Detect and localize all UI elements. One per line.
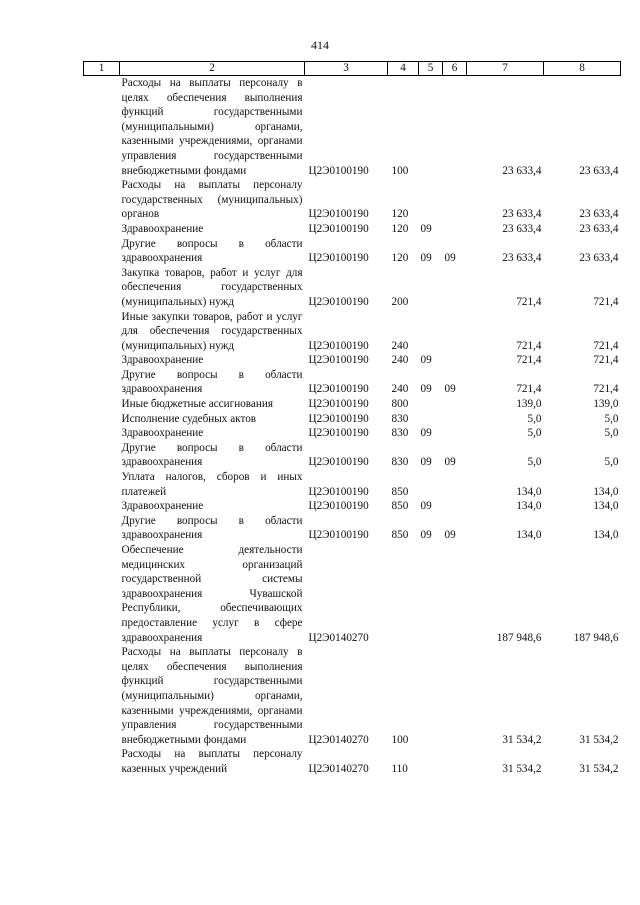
subsection-code [443,397,467,412]
table-row [84,441,621,470]
expense-type-code: 850 [391,500,409,513]
subsection-code [443,412,467,427]
amount-col8: 23 633,4 [579,222,619,235]
subsection-code [443,426,467,441]
subsection-code [443,747,467,776]
amount-col8: 721,4 [593,295,619,308]
column-header-4: 4 [388,62,419,76]
amount-col7: 5,0 [527,412,542,425]
section-code: 09 [420,500,432,513]
expense-type-code: 120 [391,222,409,235]
amount-col8: 5,0 [604,427,619,440]
section-code [419,310,443,354]
target-article-code: Ц2Э0100190 [308,412,369,425]
target-article-code: Ц2Э0100190 [308,252,369,265]
expense-type-code: 120 [391,208,409,221]
table-row [84,368,621,397]
item-name: Обеспечение деятельности медицинских организаций государственной системы здравоохранения Чувашской Республики, обеспечивающих предоставление услуг в сфере здравоохранения [121,544,303,644]
amount-col8: 721,4 [593,383,619,396]
table-row [84,426,621,441]
expense-type-code [388,543,419,645]
section-code: 09 [420,222,432,235]
amount-col8: 23 633,4 [579,208,619,221]
section-code [419,747,443,776]
budget-table [83,61,621,777]
target-article-code: Ц2Э0100190 [308,339,369,352]
item-name: Иные бюджетные ассигнования [121,398,273,411]
page-number: 414 [311,38,329,52]
target-article-code: Ц2Э0100190 [308,383,369,396]
col1-cell [84,426,120,441]
amount-col7: 23 633,4 [502,222,542,235]
table-row [84,747,621,776]
amount-col8: 5,0 [604,412,619,425]
expense-type-code: 850 [391,529,409,542]
col1-cell [84,397,120,412]
item-name: Здравоохранение [121,354,204,367]
section-code [419,470,443,499]
section-code [419,412,443,427]
expense-type-code: 800 [391,398,409,411]
amount-col8: 134,0 [593,500,619,513]
section-code [419,178,443,222]
target-article-code: Ц2Э0140270 [308,762,369,775]
section-code: 09 [420,383,432,396]
amount-col7: 5,0 [527,456,542,469]
col1-cell [84,76,120,179]
amount-col7: 31 534,2 [502,733,542,746]
expense-type-code: 100 [391,733,409,746]
subsection-code [443,645,467,747]
amount-col8: 31 534,2 [579,762,619,775]
target-article-code: Ц2Э0140270 [308,733,369,746]
table-row [84,222,621,237]
subsection-code: 09 [444,529,456,542]
amount-col8: 134,0 [593,529,619,542]
item-name: Другие вопросы в области здравоохранения [121,368,303,396]
expense-type-code: 200 [391,295,409,308]
subsection-code [443,266,467,310]
col1-cell [84,412,120,427]
table-row [84,412,621,427]
section-code [419,76,443,179]
amount-col7: 31 534,2 [502,762,542,775]
section-code [419,543,443,645]
expense-type-code: 240 [391,383,409,396]
table-row [84,76,621,179]
amount-col7: 134,0 [516,529,542,542]
col1-cell [84,178,120,222]
item-name: Расходы на выплаты персоналу государственных (муниципальных) органов [121,179,303,221]
target-article-code: Ц2Э0100190 [308,485,369,498]
amount-col7: 721,4 [516,295,542,308]
target-article-code: Ц2Э0100190 [308,427,369,440]
section-code [419,397,443,412]
column-header-2: 2 [120,62,305,76]
col1-cell [84,543,120,645]
expense-type-code: 240 [391,354,409,367]
amount-col8: 721,4 [593,354,619,367]
section-code [419,645,443,747]
col1-cell [84,499,120,514]
section-code: 09 [420,427,432,440]
section-code: 09 [420,252,432,265]
amount-col7: 721,4 [516,383,542,396]
expense-type-code: 120 [391,252,409,265]
subsection-code [443,222,467,237]
subsection-code [443,499,467,514]
expense-type-code: 830 [391,412,409,425]
expense-type-code: 850 [391,485,409,498]
table-row [84,514,621,543]
column-header-5: 5 [419,62,443,76]
item-name: Другие вопросы в области здравоохранения [121,441,303,469]
section-code: 09 [420,529,432,542]
amount-col7: 721,4 [516,354,542,367]
subsection-code [443,470,467,499]
item-name: Здравоохранение [121,222,204,235]
amount-col7: 23 633,4 [502,208,542,221]
item-name: Другие вопросы в области здравоохранения [121,237,303,265]
column-header-3: 3 [305,62,388,76]
column-number-row [84,62,621,76]
amount-col8: 187 948,6 [573,631,619,644]
amount-col7: 23 633,4 [502,252,542,265]
column-header-8: 8 [544,62,621,76]
item-name: Иные закупки товаров, работ и услуг для обеспечения государственных (муниципальных) нужд [121,310,303,352]
subsection-code [443,353,467,368]
amount-col8: 31 534,2 [579,733,619,746]
col1-cell [84,514,120,543]
amount-col8: 139,0 [593,398,619,411]
column-header-7: 7 [467,62,544,76]
column-header-1: 1 [84,62,120,76]
item-name: Закупка товаров, работ и услуг для обеспечения государственных (муниципальных) нужд [121,266,303,308]
target-article-code: Ц2Э0140270 [308,631,369,644]
table-row [84,178,621,222]
table-row [84,397,621,412]
table-row [84,470,621,499]
amount-col7: 721,4 [516,339,542,352]
expense-type-code: 110 [391,762,408,775]
table-row [84,237,621,266]
amount-col8: 23 633,4 [579,252,619,265]
table-row [84,353,621,368]
item-name: Расходы на выплаты персоналу в целях обеспечения выполнения функций государственными (муниципальными) органами, казенными учреждениями, органами управления государственными внебюджетными фондами [121,646,303,746]
item-name: Расходы на выплаты персоналу в целях обеспечения выполнения функций государственными (муниципальными) органами, казенными учреждениями, органами управления государственными внебюджетными фондами [121,77,303,177]
col1-cell [84,222,120,237]
target-article-code: Ц2Э0100190 [308,295,369,308]
table-row [84,499,621,514]
subsection-code: 09 [444,456,456,469]
table-row [84,645,621,747]
expense-type-code: 100 [391,164,409,177]
item-name: Исполнение судебных актов [121,412,257,425]
section-code: 09 [420,456,432,469]
item-name: Другие вопросы в области здравоохранения [121,514,303,542]
table-body [84,76,621,777]
table-row [84,310,621,354]
amount-col8: 23 633,4 [579,164,619,177]
col1-cell [84,353,120,368]
expense-type-code: 240 [391,339,409,352]
amount-col7: 187 948,6 [496,631,542,644]
col1-cell [84,266,120,310]
section-code [419,266,443,310]
target-article-code: Ц2Э0100190 [308,208,369,221]
col1-cell [84,441,120,470]
col1-cell [84,470,120,499]
amount-col7: 139,0 [516,398,542,411]
item-name: Здравоохранение [121,427,204,440]
amount-col8: 134,0 [593,485,619,498]
table-row [84,543,621,645]
target-article-code: Ц2Э0100190 [308,456,369,469]
subsection-code [443,76,467,179]
target-article-code: Ц2Э0100190 [308,354,369,367]
target-article-code: Ц2Э0100190 [308,164,369,177]
subsection-code: 09 [444,383,456,396]
column-header-6: 6 [443,62,467,76]
section-code: 09 [420,354,432,367]
target-article-code: Ц2Э0100190 [308,529,369,542]
item-name: Расходы на выплаты персоналу казенных учреждений [121,748,303,775]
subsection-code [443,310,467,354]
col1-cell [84,310,120,354]
amount-col7: 23 633,4 [502,164,542,177]
table-row [84,266,621,310]
expense-type-code: 830 [391,427,409,440]
amount-col7: 134,0 [516,485,542,498]
target-article-code: Ц2Э0100190 [308,500,369,513]
amount-col7: 5,0 [527,427,542,440]
col1-cell [84,237,120,266]
subsection-code [443,178,467,222]
col1-cell [84,368,120,397]
item-name: Здравоохранение [121,500,204,513]
amount-col8: 721,4 [593,339,619,352]
target-article-code: Ц2Э0100190 [308,222,369,235]
target-article-code: Ц2Э0100190 [308,398,369,411]
subsection-code [443,543,467,645]
subsection-code: 09 [444,252,456,265]
col1-cell [84,747,120,776]
expense-type-code: 830 [391,456,409,469]
col1-cell [84,645,120,747]
amount-col8: 5,0 [604,456,619,469]
amount-col7: 134,0 [516,500,542,513]
item-name: Уплата налогов, сборов и иных платежей [121,471,303,498]
